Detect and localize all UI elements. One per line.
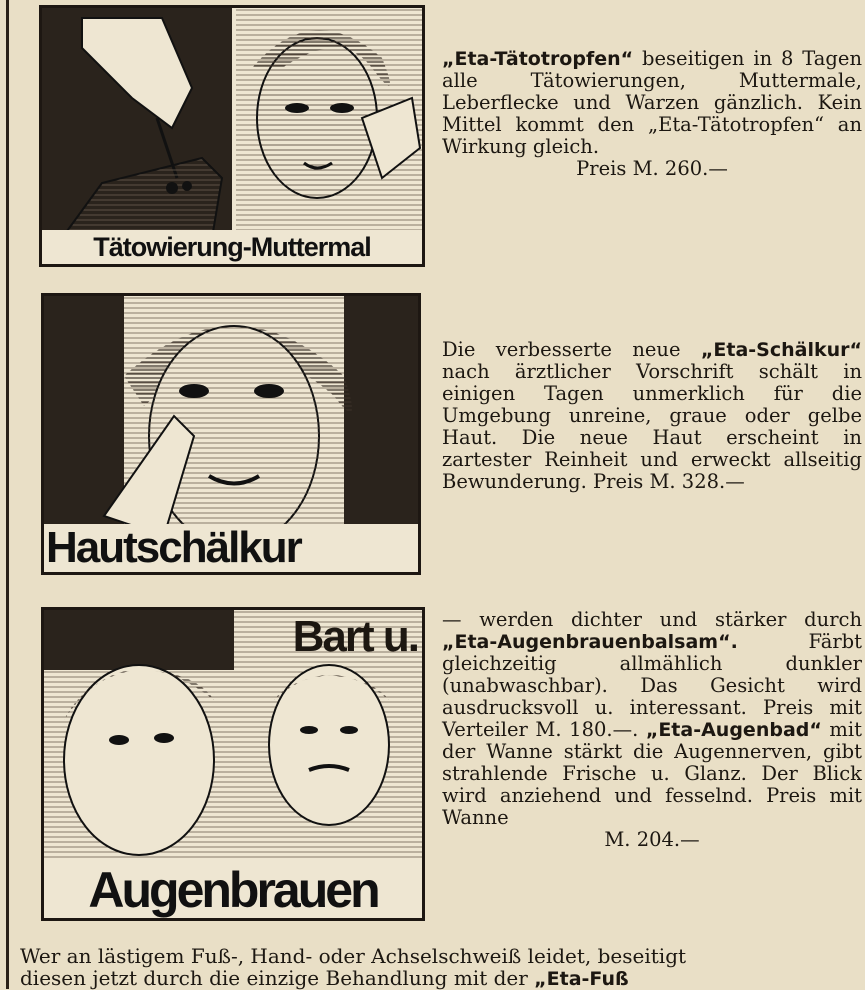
footer-text [20,945,865,990]
footer-line-2: diesen jetzt durch die einzige Behandlung mit der „Eta-Fuß [20,966,629,990]
illustration-tattoo-mole [39,5,425,267]
tattoo-drops-ad-text: „Eta-Tätotropfen“ beseitigen in 8 Tagen alle Tätowierungen, Muttermale, Leberflecke und Warzen gänzlich. Kein Mittel kommt den „Eta-Tätotropfen“ an Wirkung gleich. Preis M. 260.— [442,47,862,180]
illustration-skin-peel [41,293,421,575]
tattoo-mole-engraving [42,8,422,264]
price-tatotropfen: Preis M. 260.— [576,157,728,180]
skin-peel-ad-text: Die verbesserte neue „Eta-Schälkur“ nach ärztlicher Vorschrift schält in einigen Tagen unmerklich für die Umgebung unreine, graue oder gelbe Haut. Die neue Haut erscheint in zartester Reinheit und erweckt allseitig Bewunderung. Preis M. 328.— [442,338,862,493]
panel-caption-top: Bart u. [292,612,418,661]
price-augenbad: M. 204.— [604,828,700,851]
product-name-tatotropfen: „Eta-Tätotropfen“ [442,48,634,70]
left-border-rule [6,0,9,989]
eyebrow-balm-ad-text: — werden dichter und stärker durch „Eta-Augenbrauenbalsam“. Färbt gleichzeitig allmählich dunkler (unabwaschbar). Das Gesicht wird ausdrucksvoll u. interessant. Preis mit Verteiler M. 180.—. „Eta-Augenbad“ mit der Wanne stärkt die Augennerven, gibt strahlende Frische u. Glanz. Der Blick wird anziehend und fesselnd. Preis mit Wanne M. 204.— [442,608,862,851]
product-name-augenbrauenbalsam: „Eta-Augenbrauenbalsam“. [442,631,738,653]
panel-caption: Tätowierung-Muttermal [93,232,371,262]
panel-caption-bottom: Augenbrauen [88,862,378,918]
footer-line-1: Wer an lästigem Fuß-, Hand- oder Achselschweiß leidet, beseitigt [20,944,687,968]
panel-caption: Hautschälkur [46,523,301,572]
illustration-beard-eyebrows [41,607,425,921]
product-name-augenbad: „Eta-Augenbad“ [645,719,822,741]
product-name-schaelkur: „Eta-Schälkur“ [700,339,862,361]
